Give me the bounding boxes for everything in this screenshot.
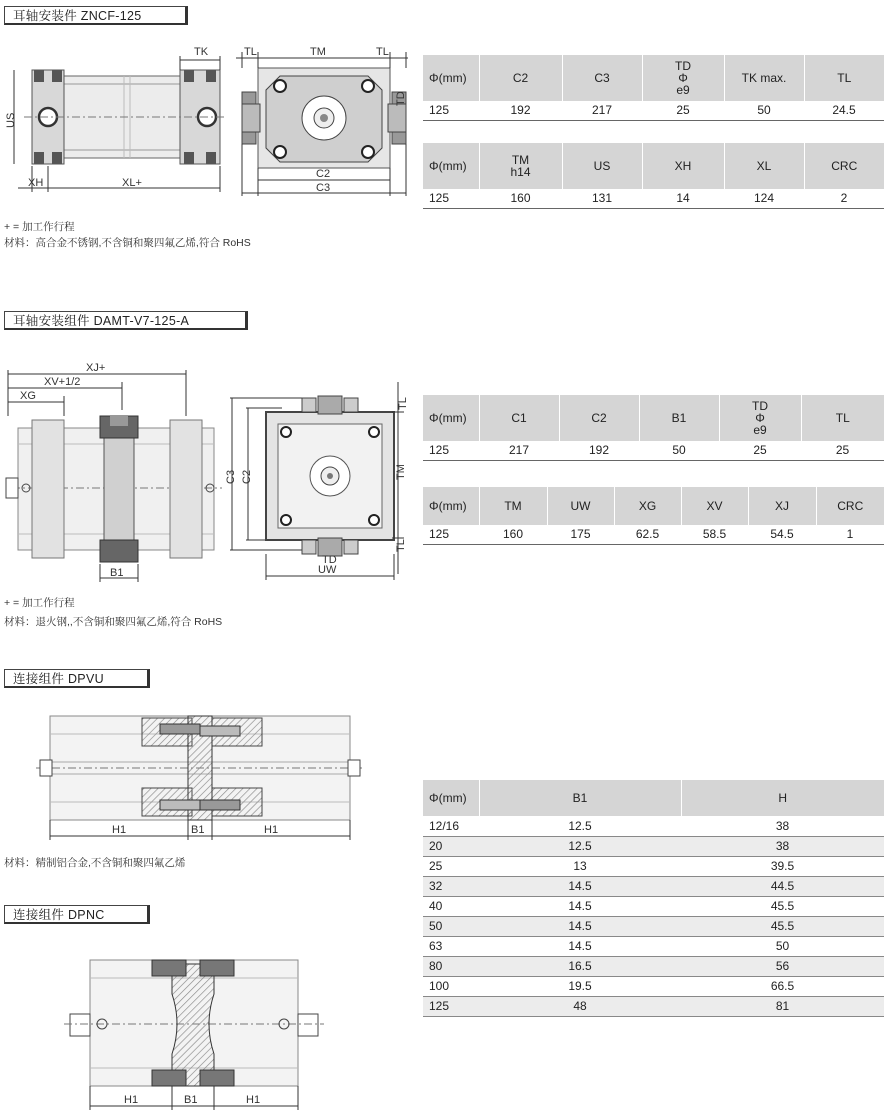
table-cell: 175 — [547, 525, 614, 544]
dim-label: TL — [397, 397, 409, 410]
table-header: C1 — [479, 395, 559, 441]
table-header: TK max. — [724, 55, 804, 101]
dim-label: TD — [395, 91, 407, 106]
table-row — [423, 441, 884, 460]
dpnc-drawing — [64, 954, 324, 1112]
table-cell: 25 — [719, 441, 801, 460]
table-cell: 50 — [639, 441, 719, 460]
zncf-front-drawing — [232, 40, 412, 200]
table-cell: 48 — [479, 996, 681, 1016]
table-cell: 14 — [642, 189, 724, 208]
table-cell: 125 — [423, 525, 479, 544]
table-cell: 14.5 — [479, 936, 681, 956]
table-header: B1 — [479, 780, 681, 816]
table-header: XG — [614, 487, 681, 525]
table-cell: 20 — [423, 836, 479, 856]
table-header: C2 — [479, 55, 562, 101]
table-row — [423, 996, 884, 1016]
table-cell: 1 — [816, 525, 884, 544]
dim-label: XV+1/2 — [44, 376, 81, 388]
table-cell: 25 — [801, 441, 884, 460]
dim-label: B1 — [191, 824, 205, 836]
table-cell: 50 — [423, 916, 479, 936]
section-title-dpnc: 连接组件 DPNC — [4, 905, 150, 924]
table-header: UW — [547, 487, 614, 525]
table-cell: 2 — [804, 189, 884, 208]
dim-label: C2 — [316, 168, 331, 180]
dim-label: TM — [395, 464, 407, 480]
table-cell: 50 — [681, 936, 884, 956]
dim-label: US — [5, 112, 17, 128]
table-cell: 125 — [423, 996, 479, 1016]
table-cell: 14.5 — [479, 876, 681, 896]
note-material: 材料：退火钢,,不含铜和聚四氟乙烯,符合 RoHS — [4, 616, 223, 628]
table-header: C2 — [559, 395, 639, 441]
table-cell: 50 — [724, 101, 804, 120]
table-row — [423, 836, 884, 856]
dim-label: TL — [376, 46, 389, 58]
table-cell: 25 — [423, 856, 479, 876]
table-cell: 125 — [423, 101, 479, 120]
table-cell: 124 — [724, 189, 804, 208]
zncf-table-2 — [423, 143, 884, 209]
table-row — [423, 976, 884, 996]
table-header: C3 — [562, 55, 642, 101]
note-material: 材料：高合金不锈钢,不含铜和聚四氟乙烯,符合 RoHS — [4, 237, 251, 249]
table-cell: 192 — [559, 441, 639, 460]
note-stroke: + = 加工作行程 — [4, 221, 75, 233]
table-cell: 125 — [423, 189, 479, 208]
dpvu-drawing — [36, 712, 366, 844]
dim-label: C3 — [316, 182, 331, 194]
table-cell: 12.5 — [479, 836, 681, 856]
zncf-table-1 — [423, 55, 884, 121]
table-cell: 45.5 — [681, 896, 884, 916]
table-cell: 45.5 — [681, 916, 884, 936]
damt-table-1 — [423, 395, 884, 461]
table-row — [423, 189, 884, 208]
table-row — [423, 876, 884, 896]
table-header: TL — [801, 395, 884, 441]
section-title-zncf: 耳轴安装件 ZNCF-125 — [4, 6, 188, 25]
table-row — [423, 936, 884, 956]
dim-label: B1 — [110, 567, 124, 579]
table-cell: 44.5 — [681, 876, 884, 896]
note-material: 材料：精制铝合金,不含铜和聚四氟乙烯 — [4, 857, 186, 869]
table-cell: 40 — [423, 896, 479, 916]
table-cell: 100 — [423, 976, 479, 996]
table-row — [423, 525, 884, 544]
dim-label: TL — [395, 539, 407, 552]
table-cell: 38 — [681, 816, 884, 836]
dim-label: C3 — [225, 469, 237, 484]
table-cell: 14.5 — [479, 896, 681, 916]
table-header: XL — [724, 143, 804, 189]
table-cell: 19.5 — [479, 976, 681, 996]
table-cell: 58.5 — [681, 525, 748, 544]
table-header: B1 — [639, 395, 719, 441]
connector-table — [423, 780, 884, 1017]
table-header: TL — [804, 55, 884, 101]
table-cell: 217 — [479, 441, 559, 460]
table-cell: 39.5 — [681, 856, 884, 876]
zncf-side-drawing — [4, 40, 230, 200]
table-row — [423, 856, 884, 876]
dim-label: TK — [194, 46, 209, 58]
table-cell: 125 — [423, 441, 479, 460]
section-title-damt: 耳轴安装组件 DAMT-V7-125-A — [4, 311, 248, 330]
table-header: Φ(mm) — [423, 55, 479, 101]
dim-label: XH — [28, 177, 44, 189]
table-cell: 66.5 — [681, 976, 884, 996]
dim-label: H1 — [124, 1094, 139, 1106]
table-cell: 192 — [479, 101, 562, 120]
dim-label: H1 — [246, 1094, 261, 1106]
table-cell: 16.5 — [479, 956, 681, 976]
dim-label: H1 — [112, 824, 127, 836]
table-cell: 80 — [423, 956, 479, 976]
table-header: XH — [642, 143, 724, 189]
table-header: XV — [681, 487, 748, 525]
table-cell: 54.5 — [748, 525, 816, 544]
table-header: H — [681, 780, 884, 816]
dim-label: XJ+ — [86, 362, 106, 374]
table-cell: 63 — [423, 936, 479, 956]
table-header: TD Φ e9 — [642, 55, 724, 101]
table-header: TM h14 — [479, 143, 562, 189]
dim-label: XG — [20, 390, 36, 402]
dim-label: C2 — [241, 469, 253, 484]
table-row — [423, 956, 884, 976]
damt-table-2 — [423, 487, 884, 545]
note-stroke: + = 加工作行程 — [4, 597, 75, 609]
table-cell: 12/16 — [423, 816, 479, 836]
table-cell: 131 — [562, 189, 642, 208]
dim-label: UW — [318, 564, 337, 576]
table-cell: 25 — [642, 101, 724, 120]
table-header: Φ(mm) — [423, 143, 479, 189]
table-cell: 38 — [681, 836, 884, 856]
dim-label: TD — [322, 554, 337, 566]
table-cell: 217 — [562, 101, 642, 120]
dim-label: TL — [244, 46, 257, 58]
dim-label: TM — [310, 46, 326, 58]
dim-label: B1 — [184, 1094, 198, 1106]
table-header: Φ(mm) — [423, 395, 479, 441]
table-cell: 160 — [479, 189, 562, 208]
table-header: Φ(mm) — [423, 487, 479, 525]
table-header: CRC — [816, 487, 884, 525]
table-header: TD Φ e9 — [719, 395, 801, 441]
table-cell: 56 — [681, 956, 884, 976]
damt-front-drawing — [222, 378, 412, 584]
dim-label: XL+ — [122, 177, 142, 189]
table-cell: 24.5 — [804, 101, 884, 120]
table-header: CRC — [804, 143, 884, 189]
table-header: Φ(mm) — [423, 780, 479, 816]
table-header: US — [562, 143, 642, 189]
section-title-dpvu: 连接组件 DPVU — [4, 669, 150, 688]
table-header: TM — [479, 487, 547, 525]
table-cell: 12.5 — [479, 816, 681, 836]
dim-label: H1 — [264, 824, 279, 836]
table-row — [423, 896, 884, 916]
table-cell: 160 — [479, 525, 547, 544]
table-cell: 13 — [479, 856, 681, 876]
table-row — [423, 816, 884, 836]
damt-side-drawing — [2, 360, 228, 586]
table-cell: 14.5 — [479, 916, 681, 936]
table-cell: 62.5 — [614, 525, 681, 544]
table-cell: 32 — [423, 876, 479, 896]
table-header: XJ — [748, 487, 816, 525]
table-cell: 81 — [681, 996, 884, 1016]
table-row — [423, 101, 884, 120]
table-row — [423, 916, 884, 936]
